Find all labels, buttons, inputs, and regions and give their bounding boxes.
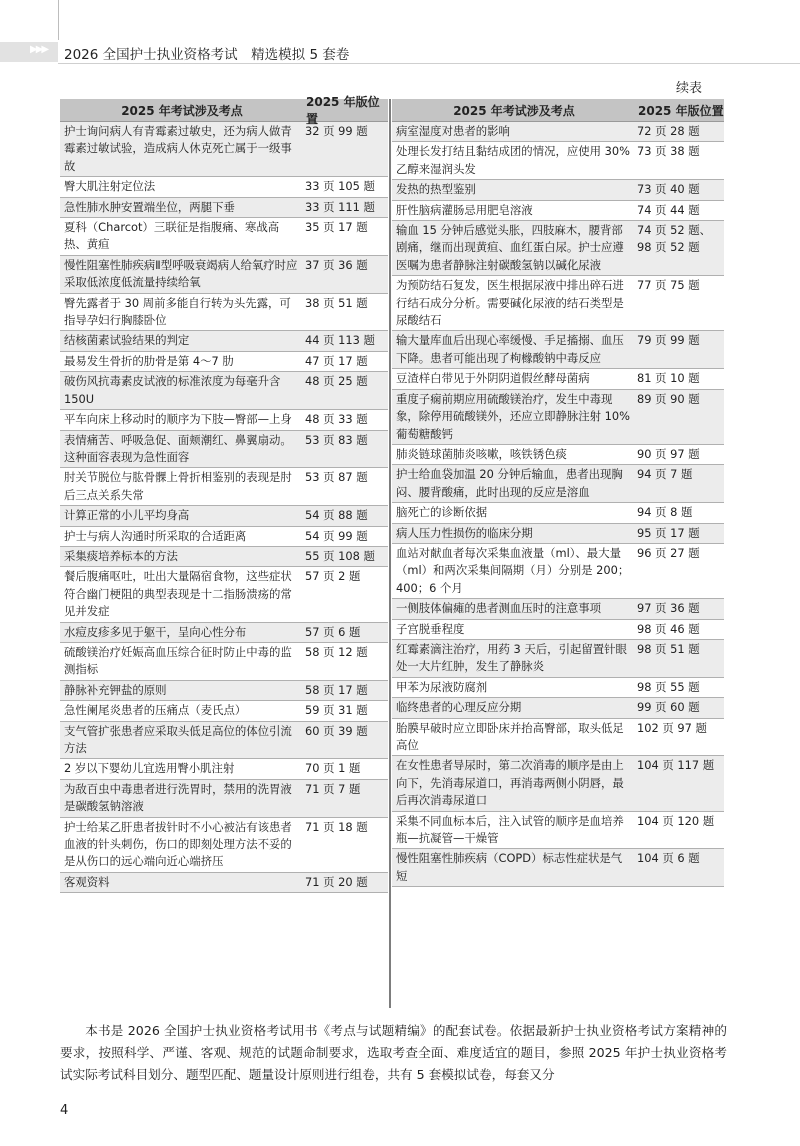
table-row (60, 722, 388, 760)
table-row (392, 719, 724, 757)
table-row (60, 527, 388, 547)
header-tab (0, 42, 58, 62)
topic-cell: 病人压力性损伤的临床分期 (396, 525, 533, 540)
table-row (60, 643, 388, 681)
location-cell: 90 页 97 题 (637, 446, 700, 461)
location-cell: 98 页 46 题 (637, 621, 700, 636)
location-cell: 104 页 117 题 (637, 758, 715, 773)
table-row (60, 623, 388, 643)
topic-cell: 最易发生骨折的肋骨是第 4～7 肋 (64, 353, 234, 368)
table-row (392, 142, 724, 180)
location-cell: 98 页 51 题 (637, 641, 700, 656)
topic-cell: 结核菌素试验结果的判定 (64, 333, 190, 348)
location-cell: 58 页 17 题 (305, 682, 368, 697)
topic-cell: 慢性阻塞性肺疾病（COPD）标志性症状是气短 (396, 851, 623, 883)
topic-cell: 客观资料 (64, 874, 110, 889)
table-row (60, 331, 388, 351)
table-row (60, 177, 388, 197)
topic-cell: 血站对献血者每次采集血液量（ml）、最大量（ml）和两次采集间隔期（月）分别是 200；400；6 个月 (396, 545, 630, 595)
table-header (392, 99, 724, 122)
topic-cell: 计算正常的小儿平均身高 (64, 508, 190, 523)
table-right (392, 99, 724, 887)
location-cell: 32 页 99 题 (305, 124, 368, 138)
topic-cell: 采集不同血标本后，注入试管的顺序是血培养瓶—抗凝管—干燥管 (396, 813, 624, 846)
topic-cell: 发热的热型鉴别 (396, 182, 476, 197)
topic-cell: 一侧肢体偏瘫的患者测血压时的注意事项 (396, 601, 602, 616)
table-row (60, 701, 388, 721)
location-cell: 59 页 31 题 (305, 703, 368, 718)
location-cell: 33 页 111 题 (305, 199, 375, 214)
topic-cell: 重度子痫前期应用硫酸镁治疗，发生中毒现象，除停用硫酸镁外，还应立即静脉注射 10% 葡萄糖酸钙 (396, 391, 630, 441)
table-row (392, 849, 724, 887)
topic-cell: 护士给某乙肝患者拔针时不小心被沾有该患者血液的针头刺伤，伤口的即刻处理方法不妥的是从伤口的远心端向近心端挤压 (64, 819, 292, 869)
location-cell: 57 页 6 题 (305, 624, 361, 639)
topic-cell: 2 岁以下婴幼儿宜选用臀小肌注射 (64, 761, 235, 776)
topic-cell: 脑死亡的诊断依据 (396, 505, 488, 520)
table-row (60, 198, 388, 218)
location-cell: 74 页 44 题 (637, 202, 700, 217)
continued-label: 续表 (676, 81, 703, 96)
topic-cell: 病室湿度对患者的影响 (396, 124, 510, 138)
topic-cell: 输血 15 分钟后感觉头胀，四肢麻木，腰背部剧痛，继而出现黄疸、血红蛋白尿。护士应遵医嘱为患者静脉注射碳酸氢钠以碱化尿液 (396, 223, 624, 272)
topic-cell: 水痘皮疹多见于躯干，呈向心性分布 (64, 624, 247, 639)
location-cell: 81 页 10 题 (637, 371, 700, 386)
topic-cell: 为预防结石复发，医生根据尿液中排出碎石进行结石成分分析。需要碱化尿液的结石类型是尿酸结石 (396, 278, 624, 328)
table-row (392, 331, 724, 369)
table-row (60, 122, 388, 177)
topic-cell: 在女性患者导尿时，第二次消毒的顺序是由上向下，先消毒尿道口，再消毒两侧小阴唇，最后再次消毒尿道口 (396, 758, 624, 808)
location-cell: 89 页 90 题 (637, 391, 700, 406)
col-topic-header: 2025 年考试涉及考点 (121, 103, 243, 118)
location-cell: 58 页 12 题 (305, 644, 368, 659)
topic-cell: 臀大肌注射定位法 (64, 179, 156, 194)
table-row (60, 506, 388, 526)
location-cell: 38 页 51 题 (305, 295, 368, 310)
location-cell: 37 页 36 题 (305, 257, 368, 272)
table-row (392, 201, 724, 221)
topic-cell: 为敌百虫中毒患者进行洗胃时，禁用的洗胃液是碳酸氢钠溶液 (64, 781, 292, 814)
table-row (60, 681, 388, 701)
topic-cell: 胎膜早破时应立即卧床并抬高臀部，取头低足高位 (396, 720, 624, 752)
table-row (60, 372, 388, 410)
location-cell: 48 页 33 题 (305, 412, 368, 427)
table-row (60, 547, 388, 567)
topic-cell: 红霉素滴注治疗，用药 3 天后，引起留置针眼处一大片红肿，发生了静脉炎 (396, 641, 627, 674)
margin-line (58, 0, 59, 40)
table-row (392, 221, 724, 276)
topic-cell: 甲苯为尿液防腐剂 (396, 679, 488, 694)
topic-cell: 豆渣样白带见于外阴阴道假丝酵母菌病 (396, 371, 590, 386)
col-location-header: 2025 年版位置 (306, 95, 380, 126)
table-row (60, 759, 388, 779)
location-cell: 79 页 99 题 (637, 333, 700, 348)
location-cell: 71 页 7 题 (305, 781, 361, 796)
table-row (392, 620, 724, 640)
table-row (60, 256, 388, 294)
table-divider (389, 99, 391, 1008)
location-cell: 73 页 38 题 (637, 144, 700, 159)
location-cell: 54 页 88 题 (305, 508, 368, 523)
table-row (392, 445, 724, 465)
table-header (60, 95, 388, 126)
location-cell: 104 页 6 题 (637, 851, 700, 866)
location-cell: 94 页 7 题 (637, 467, 693, 482)
location-cell: 70 页 1 题 (305, 761, 361, 776)
location-cell: 57 页 2 题 (305, 569, 361, 584)
topic-cell: 臀先露者于 30 周前多能自行转为头先露，可指导孕妇行胸膝卧位 (64, 295, 291, 328)
running-header: 2026 全国护士执业资格考试 精选模拟 5 套卷 (64, 47, 350, 63)
topic-cell: 采集痰培养标本的方法 (64, 548, 178, 563)
table-row (60, 294, 388, 332)
location-cell: 35 页 17 题 (305, 220, 368, 235)
topic-cell: 子宫脱垂程度 (396, 621, 465, 636)
table-row (60, 431, 388, 469)
location-cell: 74 页 52 题、98 页 52 题 (637, 223, 712, 255)
location-cell: 71 页 18 题 (305, 819, 368, 834)
table-row (392, 276, 724, 331)
header-rule (58, 63, 800, 64)
location-cell: 44 页 113 题 (305, 333, 375, 348)
table-body (392, 122, 724, 887)
topic-cell: 处理长发打结且黏结成团的情况，应使用 30% 乙醇来湿润头发 (396, 144, 630, 176)
table-row (60, 567, 388, 622)
table-row (392, 503, 724, 523)
topic-cell: 平车向床上移动时的顺序为下肢—臀部—上身 (64, 412, 292, 427)
location-cell: 53 页 87 题 (305, 470, 368, 485)
intro-text: 本书是 2026 全国护士执业资格考试用书《考点与试题精编》的配套试卷。依据最新护士执业资格考试方案精神的要求，按照科学、严谨、客观、规范的试题命制要求，选取考查全面、难度适宜的题目，参照 2025 年护士执业资格考试实际考试科目划分、题型匹配、题量设计原则进行组卷，共有 5 套模拟试卷，每套又分 (60, 1023, 727, 1082)
table-row (392, 544, 724, 599)
topic-cell: 临终患者的心理反应分期 (396, 700, 522, 715)
location-cell: 72 页 28 题 (637, 124, 700, 138)
topic-cell: 肺炎链球菌肺炎咳嗽，咳铁锈色痰 (396, 446, 567, 461)
location-cell: 99 页 60 题 (637, 700, 700, 715)
location-cell: 60 页 39 题 (305, 723, 368, 738)
table-row (60, 818, 388, 873)
location-cell: 94 页 8 题 (637, 505, 693, 520)
intro-paragraph (60, 1020, 727, 1086)
table-row (392, 390, 724, 445)
table-row (60, 410, 388, 430)
location-cell: 95 页 17 题 (637, 525, 700, 540)
table-row (392, 812, 724, 850)
table-row (392, 369, 724, 389)
location-cell: 47 页 17 题 (305, 353, 368, 368)
topic-cell: 静脉补充钾盐的原则 (64, 682, 167, 697)
table-row (60, 218, 388, 256)
topic-cell: 慢性阻塞性肺疾病Ⅱ型呼吸衰竭病人给氧疗时应采取低浓度低流量持续给氧 (64, 257, 298, 290)
location-cell: 48 页 25 题 (305, 374, 368, 389)
page-number: 4 (60, 1103, 69, 1118)
col-location-header: 2025 年版位置 (638, 103, 724, 118)
table-row (60, 352, 388, 372)
table-row (60, 780, 388, 818)
topic-cell: 表情痛苦、呼吸急促、面颊潮红、鼻翼扇动。这种面容表现为急性面容 (64, 432, 292, 464)
location-cell: 97 页 36 题 (637, 601, 700, 616)
location-cell: 53 页 83 题 (305, 432, 368, 447)
topic-cell: 护士与病人沟通时所采取的合适距离 (64, 528, 247, 543)
table-row (392, 599, 724, 619)
topic-cell: 急性肺水肿安置端坐位，两腿下垂 (64, 199, 235, 214)
topic-cell: 护士给血袋加温 20 分钟后输血，患者出现胸闷、腰背酸痛，此时出现的反应是溶血 (396, 467, 623, 499)
table-row (392, 524, 724, 544)
table-row (392, 678, 724, 698)
location-cell: 96 页 27 题 (637, 545, 700, 560)
table-body (60, 122, 388, 893)
topic-cell: 硫酸镁治疗妊娠高血压综合征时防止中毒的监测指标 (64, 644, 292, 677)
header-arrows-icon: ▶▶▶ (30, 44, 48, 55)
location-cell: 54 页 99 题 (305, 528, 368, 543)
location-cell: 73 页 40 题 (637, 182, 700, 197)
location-cell: 102 页 97 题 (637, 720, 707, 735)
topic-cell: 肘关节脱位与肱骨髁上骨折相鉴别的表现是肘后三点关系失常 (64, 470, 292, 502)
table-row (392, 640, 724, 678)
topic-cell: 急性阑尾炎患者的压痛点（麦氏点） (64, 703, 247, 718)
table-row (392, 180, 724, 200)
col-topic-header: 2025 年考试涉及考点 (453, 103, 575, 118)
table-row (392, 465, 724, 503)
topic-cell: 支气管扩张患者应采取头低足高位的体位引流方法 (64, 723, 292, 755)
table-row (392, 698, 724, 718)
topic-cell: 输大量库血后出现心率缓慢、手足搐搦、血压下降。患者可能出现了枸橼酸钠中毒反应 (396, 333, 624, 365)
topic-cell: 肝性脑病灌肠忌用肥皂溶液 (396, 202, 533, 217)
location-cell: 98 页 55 题 (637, 679, 700, 694)
location-cell: 104 页 120 题 (637, 813, 715, 828)
topic-cell: 护士询问病人有青霉素过敏史，还为病人做青霉素过敏试验，造成病人休克死亡属于一级事故 (64, 124, 292, 173)
location-cell: 77 页 75 题 (637, 278, 700, 293)
table-row (60, 468, 388, 506)
table-left (60, 95, 388, 893)
table-row (392, 756, 724, 811)
location-cell: 71 页 20 题 (305, 874, 368, 889)
topic-cell: 餐后腹痛呕吐，吐出大量隔宿食物，这些症状符合幽门梗阻的典型表现是十二指肠溃疡的常见并发症 (64, 569, 292, 619)
table-row (60, 873, 388, 893)
location-cell: 55 页 108 题 (305, 548, 375, 563)
topic-cell: 夏科（Charcot）三联征是指腹痛、寒战高热、黄疸 (64, 220, 280, 252)
topic-cell: 破伤风抗毒素皮试液的标准浓度为每毫升含 150U (64, 374, 281, 406)
table-row (392, 122, 724, 142)
location-cell: 33 页 105 题 (305, 179, 375, 194)
